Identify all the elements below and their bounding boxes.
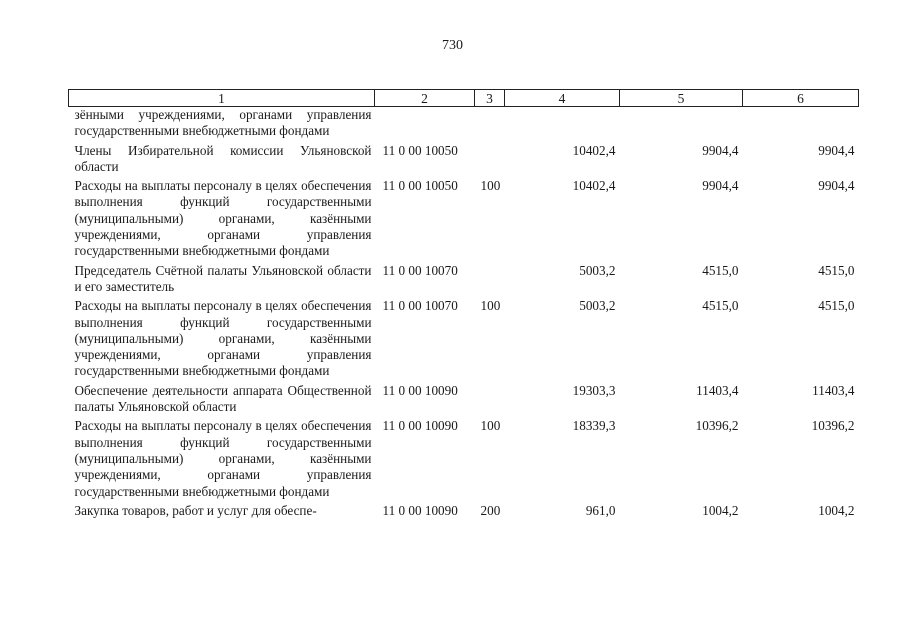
row-target-code: 11 0 00 10050 (382, 178, 458, 194)
table-row (69, 295, 859, 379)
column-header-3: 3 (475, 90, 505, 107)
table-row (69, 500, 859, 519)
row-expense-type: 100 (480, 178, 501, 194)
row-value-col4 (505, 107, 620, 140)
column-header-5: 5 (620, 90, 743, 107)
row-value-col5: 9904,4 (702, 178, 739, 194)
row-value-col5: 4515,0 (702, 262, 739, 278)
row-target-code: 11 0 00 10090 (382, 382, 458, 398)
table-row (69, 260, 859, 296)
row-expense-type: 200 (480, 502, 501, 518)
row-value-col5: 1004,2 (702, 502, 739, 518)
page-number: 730 (442, 38, 463, 53)
row-expense-type (475, 260, 505, 296)
row-expense-type (475, 107, 505, 140)
row-expense-type (475, 380, 505, 416)
row-expense-type: 100 (480, 418, 501, 434)
row-target-code (375, 107, 475, 140)
row-target-code: 11 0 00 10090 (382, 418, 458, 434)
row-description: Расходы на выплаты персоналу в целях обеспечения выполнения функций государственными (муниципальными) органами, казёнными учреждениями, органами управления государственными внебюджетными фондами (74, 178, 372, 259)
row-value-col6: 1004,2 (818, 502, 855, 518)
table-row (69, 175, 859, 259)
row-description: Расходы на выплаты персоналу в целях обеспечения выполнения функций государственными (муниципальными) органами, казёнными учреждениями, органами управления государственными внебюджетными фондами (74, 298, 372, 379)
table-row (69, 380, 859, 416)
row-value-col5 (620, 107, 743, 140)
row-description: зёнными учреждениями, органами управления государственными внебюджетными фондами (74, 107, 372, 139)
column-header-6: 6 (743, 90, 859, 107)
row-value-col4: 10402,4 (572, 178, 616, 194)
row-value-col6: 9904,4 (818, 142, 855, 158)
row-value-col4: 5003,2 (579, 262, 616, 278)
row-description: Председатель Счётной палаты Ульяновской области и его заместитель (74, 262, 372, 294)
table-header-row (69, 90, 859, 107)
table-row (69, 140, 859, 176)
row-value-col4: 19303,3 (572, 382, 616, 398)
table-row (69, 107, 859, 140)
row-target-code: 11 0 00 10090 (382, 502, 458, 518)
budget-table (68, 89, 859, 519)
row-value-col5: 10396,2 (695, 418, 739, 434)
row-description: Обеспечение деятельности аппарата Общественной палаты Ульяновской области (74, 382, 372, 415)
row-value-col6: 4515,0 (818, 262, 855, 278)
row-value-col6: 4515,0 (818, 298, 855, 314)
row-target-code: 11 0 00 10050 (382, 142, 458, 158)
table-row (69, 415, 859, 499)
column-header-2: 2 (375, 90, 475, 107)
row-description: Члены Избирательной комиссии Ульяновской области (74, 142, 372, 174)
row-value-col6: 9904,4 (818, 178, 855, 194)
row-expense-type: 100 (480, 298, 501, 314)
row-target-code: 11 0 00 10070 (382, 262, 458, 278)
row-description: Расходы на выплаты персоналу в целях обеспечения выполнения функций государственными (муниципальными) органами, казёнными учреждениями, органами управления государственными внебюджетными фондами (74, 418, 372, 499)
row-value-col4: 18339,3 (572, 418, 616, 434)
column-header-4: 4 (505, 90, 620, 107)
row-value-col4: 5003,2 (579, 298, 616, 314)
row-value-col5: 9904,4 (702, 142, 739, 158)
row-value-col6: 10396,2 (811, 418, 855, 434)
row-value-col5: 11403,4 (696, 382, 739, 398)
row-value-col4: 10402,4 (572, 142, 616, 158)
row-value-col4: 961,0 (585, 502, 616, 518)
row-value-col6 (743, 107, 859, 140)
row-value-col5: 4515,0 (702, 298, 739, 314)
row-expense-type (475, 140, 505, 176)
row-description: Закупка товаров, работ и услуг для обеспе- (74, 502, 317, 518)
row-value-col6: 11403,4 (812, 382, 855, 398)
row-target-code: 11 0 00 10070 (382, 298, 458, 314)
column-header-1: 1 (69, 90, 375, 107)
